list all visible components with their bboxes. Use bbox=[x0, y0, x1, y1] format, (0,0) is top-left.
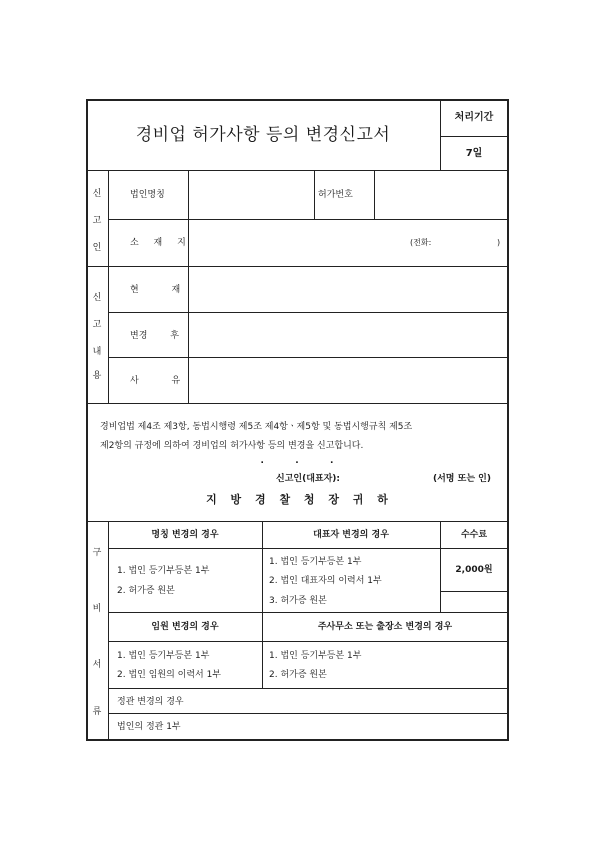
processing-period-value: 7일 bbox=[465, 148, 483, 159]
divider bbox=[108, 641, 508, 642]
permit-no-label: 허가번호 bbox=[318, 190, 353, 200]
divider bbox=[108, 713, 508, 714]
divider bbox=[188, 170, 189, 404]
divider bbox=[262, 521, 263, 689]
form-title: 경비업 허가사항 등의 변경신고서 bbox=[135, 125, 391, 145]
divider bbox=[108, 357, 508, 358]
divider bbox=[86, 403, 508, 404]
signature-label: (서명 또는 인) bbox=[433, 474, 491, 484]
office-change-header: 주사무소 또는 출장소 변경의 경우 bbox=[317, 622, 453, 632]
declaration-line-1: 경비업법 제4조 제3항, 동법시행령 제5조 제4항ㆍ제5항 및 동법시행규칙 제5조 bbox=[100, 422, 413, 432]
name-change-header: 명칭 변경의 경우 bbox=[151, 530, 219, 540]
divider bbox=[108, 612, 508, 613]
divider bbox=[108, 170, 109, 404]
list-item: 2. 법인 임원의 이력서 1부 bbox=[117, 670, 222, 680]
side-char: 인 bbox=[92, 243, 102, 253]
divider bbox=[86, 521, 508, 522]
divider bbox=[440, 591, 508, 592]
corp-name-label: 법인명칭 bbox=[130, 190, 165, 200]
side-char: 구 bbox=[92, 548, 102, 558]
divider bbox=[108, 688, 508, 689]
divider bbox=[108, 312, 508, 313]
side-char: 서 bbox=[92, 660, 102, 670]
current-field[interactable] bbox=[190, 268, 506, 311]
list-item: 1. 법인 등기부등본 1부 bbox=[269, 557, 362, 567]
address-label: 소 재 지 bbox=[130, 238, 192, 248]
list-item: 1. 법인 등기부등본 1부 bbox=[269, 651, 362, 661]
side-char: 류 bbox=[92, 707, 102, 717]
divider bbox=[374, 170, 375, 219]
phone-label: (전화: bbox=[410, 238, 432, 247]
list-item: 2. 허가증 원본 bbox=[269, 670, 327, 680]
articles-change-item: 법인의 정관 1부 bbox=[117, 722, 181, 732]
side-char: 용 bbox=[92, 371, 102, 381]
processing-period-label: 처리기간 bbox=[454, 112, 494, 123]
articles-change-header: 정관 변경의 경우 bbox=[117, 697, 184, 707]
list-item: 3. 허가증 원본 bbox=[269, 596, 327, 606]
side-char: 고 bbox=[92, 216, 102, 226]
declaration-line-2: 제2항의 규정에 의하여 경비업의 허가사항 등의 변경을 신고합니다. bbox=[100, 441, 364, 451]
side-char: 내 bbox=[92, 347, 102, 357]
side-char: 비 bbox=[92, 604, 102, 614]
reason-label: 사 유 bbox=[130, 376, 181, 386]
side-char: 고 bbox=[92, 320, 102, 330]
officer-change-header: 임원 변경의 경우 bbox=[151, 622, 219, 632]
divider bbox=[108, 548, 508, 549]
divider bbox=[108, 219, 508, 220]
side-char: 신 bbox=[92, 293, 102, 303]
divider bbox=[86, 170, 508, 171]
list-item: 2. 허가증 원본 bbox=[117, 586, 175, 596]
list-item: 1. 법인 등기부등본 1부 bbox=[117, 651, 210, 661]
frame-top bbox=[86, 99, 508, 101]
list-item: 1. 법인 등기부등본 1부 bbox=[117, 566, 210, 576]
after-change-label: 변경 후 bbox=[130, 331, 179, 341]
date-dots: . . . bbox=[260, 456, 334, 466]
rep-change-header: 대표자 변경의 경우 bbox=[313, 530, 389, 540]
frame-right bbox=[507, 99, 509, 741]
fee-value: 2,000원 bbox=[455, 565, 493, 575]
applicant-label: 신고인(대표자): bbox=[276, 474, 340, 484]
recipient: 지 방 경 찰 청 장 귀 하 bbox=[206, 493, 388, 506]
frame-bottom bbox=[86, 739, 508, 741]
list-item: 2. 법인 대표자의 이력서 1부 bbox=[269, 576, 382, 586]
divider bbox=[314, 170, 315, 219]
current-label: 현 재 bbox=[130, 285, 181, 295]
fee-header: 수수료 bbox=[460, 530, 488, 540]
reason-field[interactable] bbox=[190, 359, 506, 402]
divider bbox=[86, 266, 508, 267]
divider bbox=[440, 136, 508, 137]
after-change-field[interactable] bbox=[190, 314, 506, 356]
frame-left bbox=[86, 99, 88, 741]
phone-close: ) bbox=[497, 238, 501, 247]
side-char: 신 bbox=[92, 189, 102, 199]
